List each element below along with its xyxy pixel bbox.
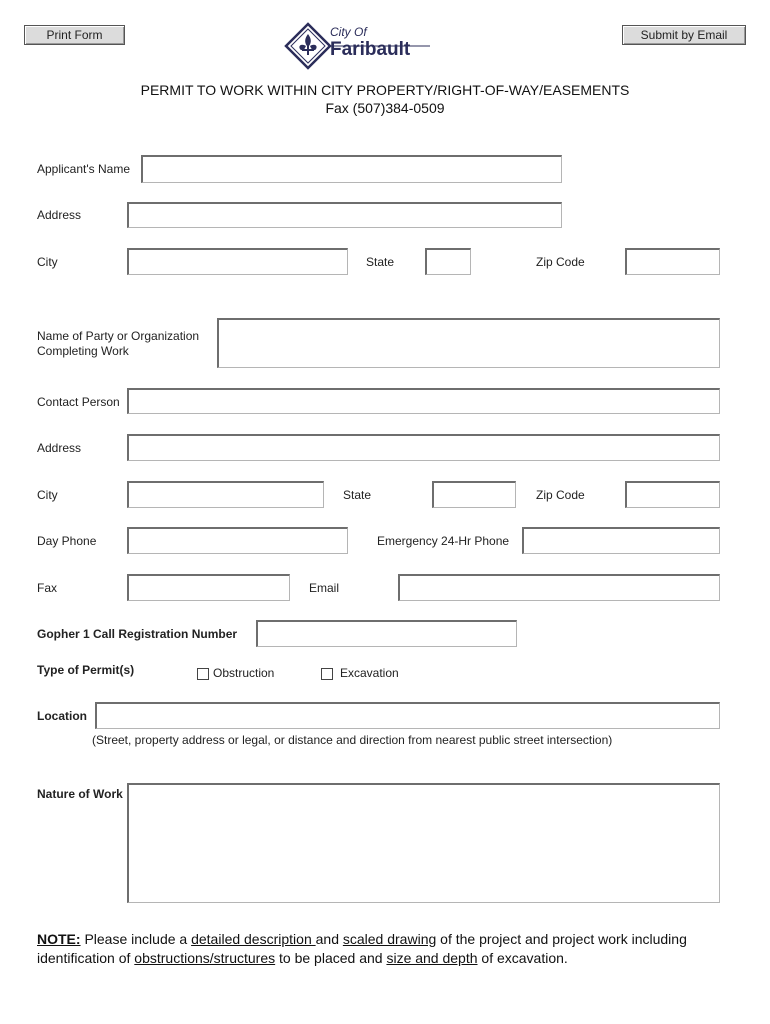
note-underline-size-depth: size and depth [386, 950, 478, 966]
obstruction-checkbox[interactable] [197, 668, 209, 680]
applicant-city-field[interactable] [127, 248, 348, 275]
nature-of-work-field[interactable] [127, 783, 720, 903]
note-text: of excavation. [477, 950, 568, 966]
note-underline-scaled-drawing: scaled drawing [342, 931, 437, 947]
fax-label: Fax [37, 581, 58, 595]
obstruction-label: Obstruction [213, 666, 275, 680]
party-zip-field[interactable] [625, 481, 720, 508]
emergency-phone-field[interactable] [522, 527, 720, 554]
day-phone-label: Day Phone [37, 534, 97, 548]
applicant-name-field[interactable] [141, 155, 562, 183]
applicant-address-label: Address [37, 208, 82, 222]
gopher-registration-field[interactable] [256, 620, 517, 647]
day-phone-field[interactable] [127, 527, 348, 554]
party-address-field[interactable] [127, 434, 720, 461]
party-zip-label: Zip Code [536, 488, 585, 502]
note-paragraph [37, 930, 737, 968]
party-address-label: Address [37, 441, 82, 455]
applicant-city-label: City [37, 255, 58, 269]
note-underline-obstructions: obstructions/structures [134, 950, 276, 966]
party-state-label: State [343, 488, 372, 502]
fax-number: Fax (507)384-0509 [325, 100, 445, 116]
gopher-registration-label: Gopher 1 Call Registration Number [37, 627, 238, 641]
logo-city-of-text: City Of [330, 25, 367, 39]
submit-by-email-button[interactable]: Submit by Email [622, 25, 746, 45]
note-text: Please include a [80, 931, 192, 947]
contact-person-field[interactable] [127, 388, 720, 414]
excavation-label: Excavation [340, 666, 399, 680]
applicant-zip-field[interactable] [625, 248, 720, 275]
email-label: Email [309, 581, 340, 595]
note-text: to be placed and [275, 950, 387, 966]
location-field[interactable] [95, 702, 720, 729]
note-text: and [315, 931, 343, 947]
location-hint: (Street, property address or legal, or distance and direction from nearest public street intersection) [92, 733, 613, 747]
note-underline-detailed-description: detailed description [191, 931, 316, 947]
logo-faribault-text: Faribault [330, 39, 411, 60]
party-state-field[interactable] [432, 481, 516, 508]
party-city-label: City [37, 488, 58, 502]
applicant-state-label: State [366, 255, 395, 269]
applicant-zip-label: Zip Code [536, 255, 585, 269]
permit-type-label: Type of Permit(s) [37, 663, 135, 677]
organization-label-line2: Completing Work [37, 344, 129, 358]
fax-field[interactable] [127, 574, 290, 601]
contact-person-label: Contact Person [37, 395, 120, 409]
note-text: of the project and project work including identification of [37, 931, 687, 966]
note-heading: NOTE: [37, 931, 81, 947]
excavation-checkbox[interactable] [321, 668, 333, 680]
applicant-state-field[interactable] [425, 248, 471, 275]
location-label: Location [37, 709, 87, 723]
page-title: PERMIT TO WORK WITHIN CITY PROPERTY/RIGHT-OF-WAY/EASEMENTS [140, 82, 630, 98]
nature-of-work-label: Nature of Work [37, 787, 123, 801]
applicant-address-field[interactable] [127, 202, 562, 228]
party-city-field[interactable] [127, 481, 324, 508]
applicant-name-label: Applicant's Name [37, 162, 130, 176]
organization-label-line1: Name of Party or Organization [37, 329, 200, 343]
emergency-phone-label: Emergency 24-Hr Phone [377, 534, 510, 548]
organization-field[interactable] [217, 318, 720, 368]
email-field[interactable] [398, 574, 720, 601]
print-form-button[interactable]: Print Form [24, 25, 125, 45]
